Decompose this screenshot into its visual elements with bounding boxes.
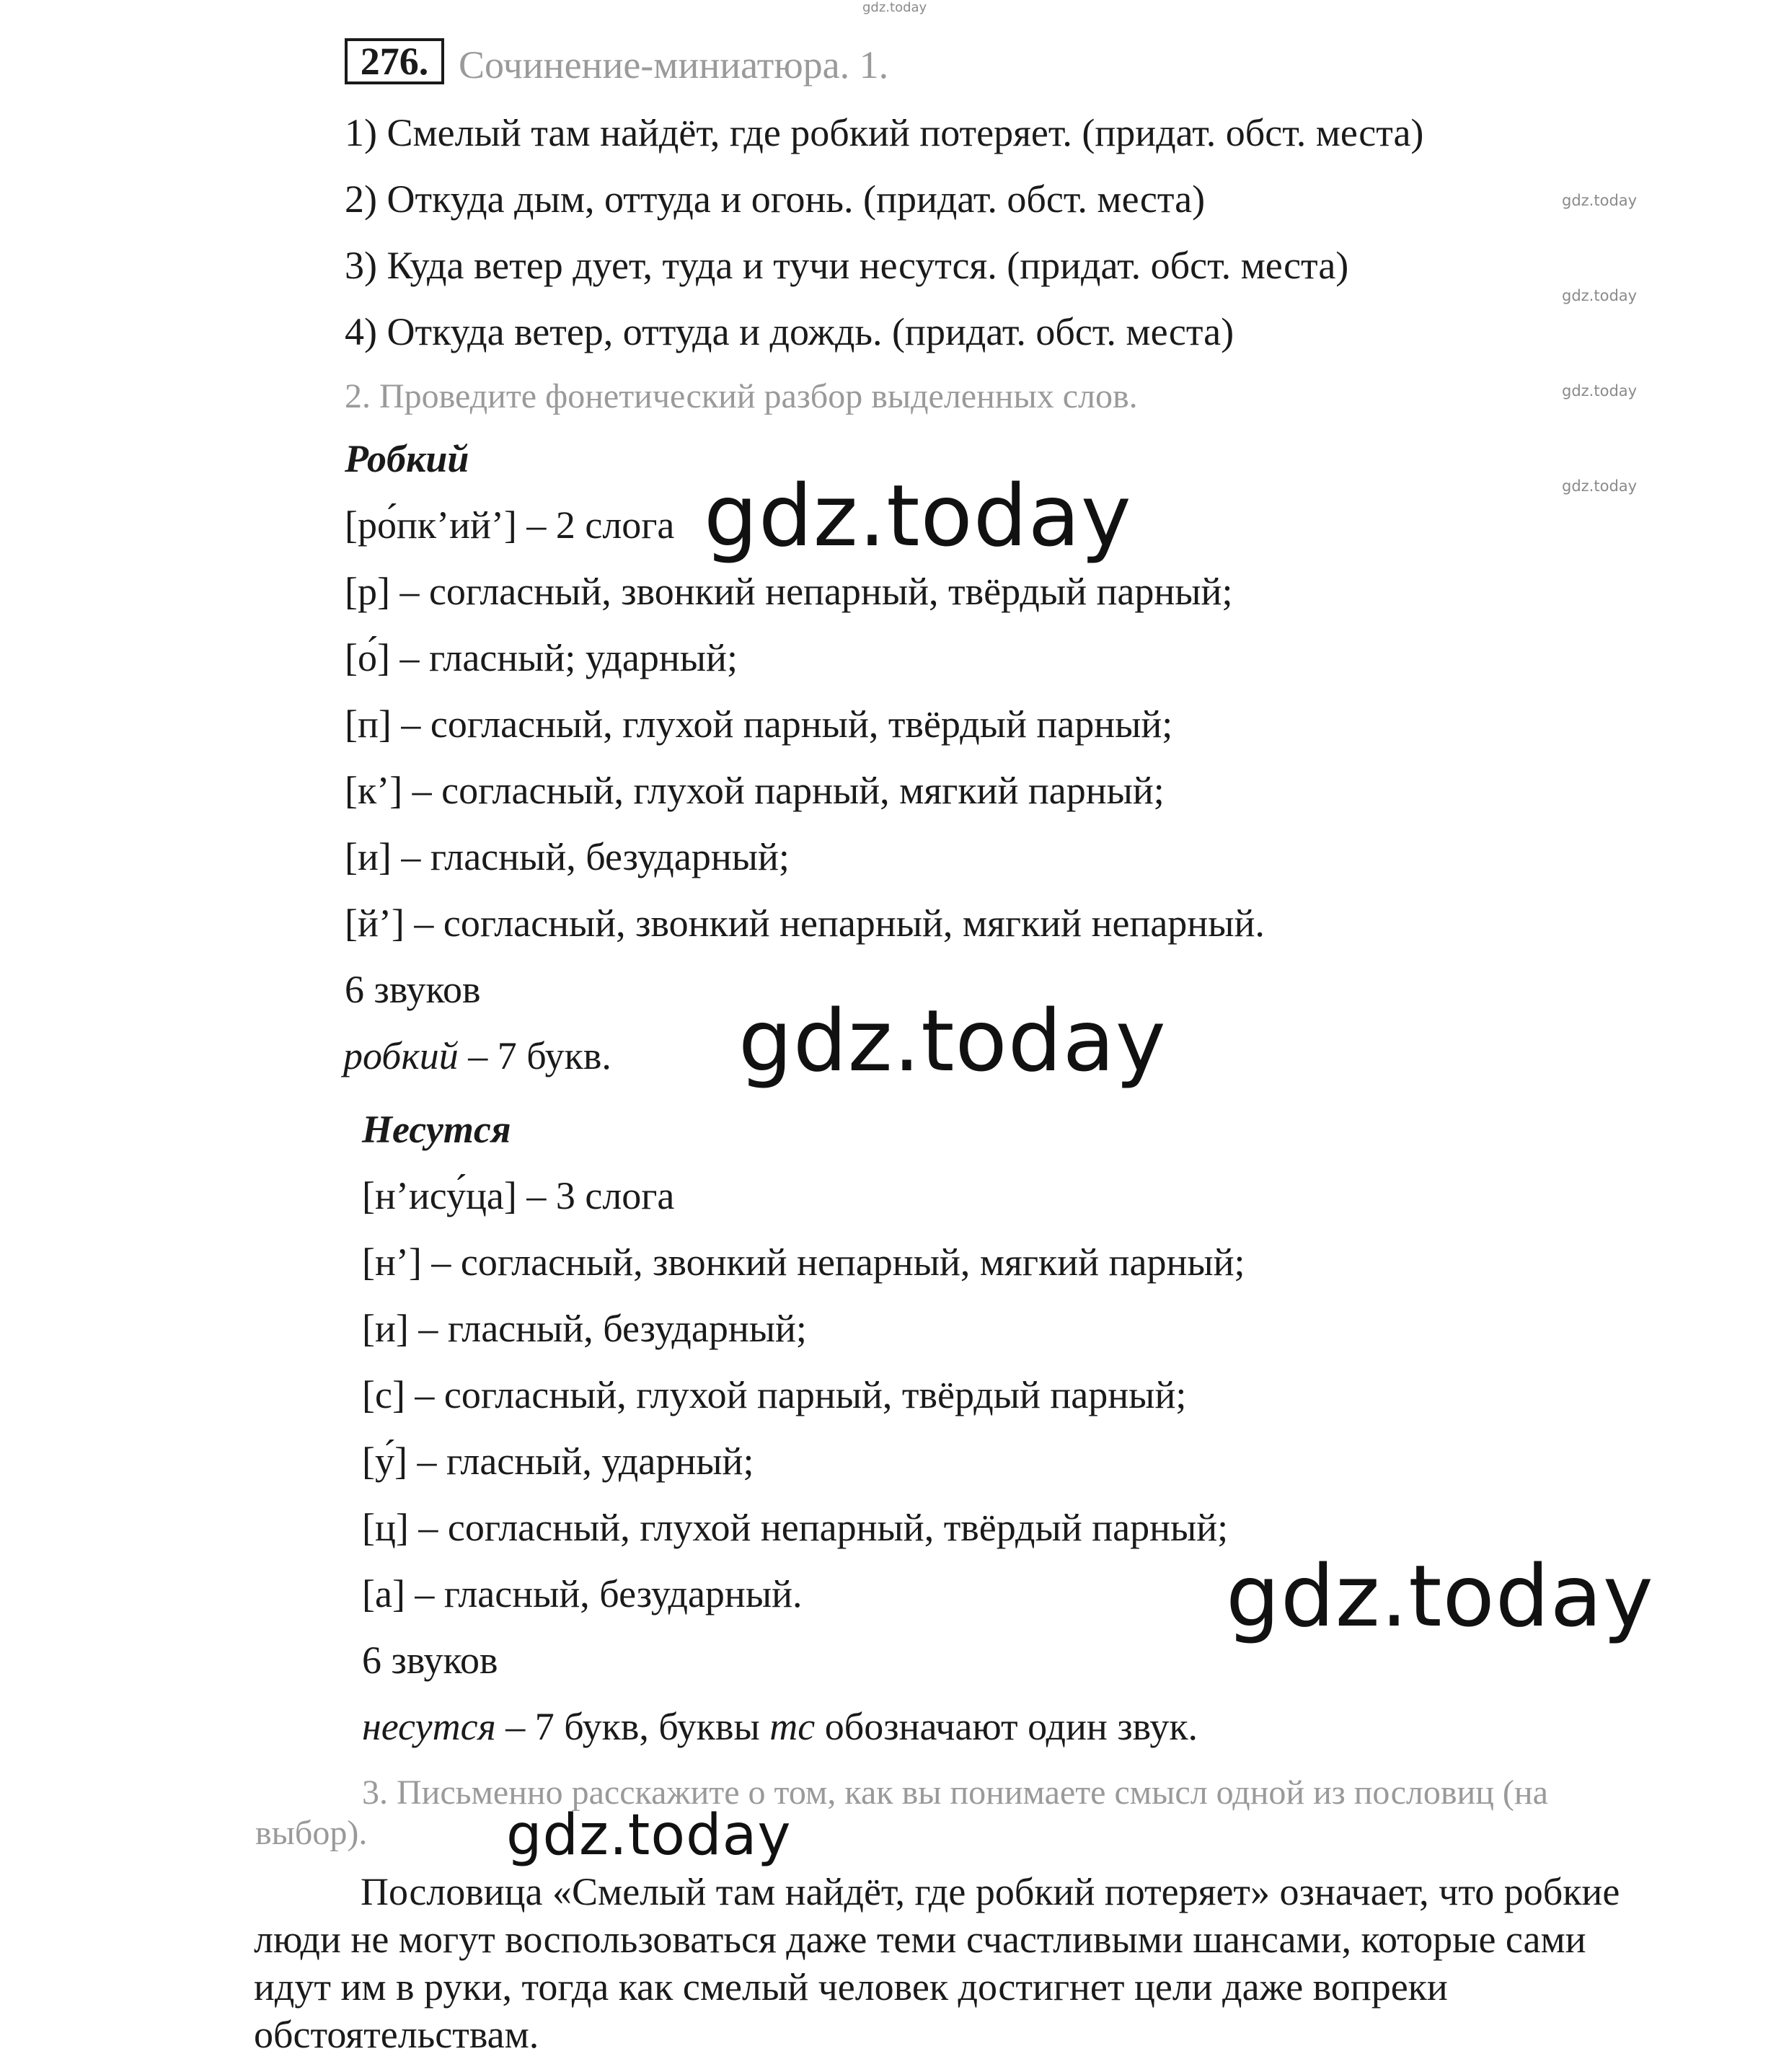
word1-letters-word: робкий [343, 1034, 459, 1077]
word1-heading: Робкий [345, 437, 469, 480]
task3-instruction-line1: 3. Письменно расскажите о том, как вы понимаете смысл одной из пословиц (на [362, 1773, 1548, 1812]
word1-sound: [о́] – гласный; ударный; [345, 636, 738, 679]
word2-sound: [а] – гласный, безударный. [362, 1572, 803, 1615]
word2-sound: [с] – согласный, глухой парный, твёрдый парный; [362, 1373, 1187, 1416]
word2-sound: [у́] – гласный, ударный; [362, 1440, 754, 1483]
big-watermark: gdz.today [506, 1803, 792, 1868]
big-watermark: gdz.today [1226, 1546, 1654, 1646]
sentence-3: 3) Куда ветер дует, туда и тучи несутся. (придат. обст. места) [345, 244, 1349, 287]
sentence-1: 1) Смелый там найдёт, где робкий потеряет. (придат. обст. места) [345, 111, 1424, 154]
task-title: Сочинение-миниатюра. 1. [459, 43, 889, 87]
big-watermark: gdz.today [738, 991, 1167, 1090]
side-watermark: gdz.today [1562, 192, 1638, 209]
word2-letters-word: несутся [362, 1705, 496, 1748]
side-watermark: gdz.today [1562, 287, 1638, 304]
word1-transcription: [ро́пк’ий’] – 2 слога [345, 503, 675, 547]
big-watermark: gdz.today [704, 466, 1132, 565]
word1-count: 6 звуков [345, 968, 481, 1011]
word1-sound: [р] – согласный, звонкий непарный, твёрдый парный; [345, 570, 1233, 613]
word1-letters-rest: – 7 букв. [458, 1034, 611, 1077]
word2-letters-pair: тс [769, 1705, 816, 1748]
word2-letters-end: обозначают один звук. [815, 1705, 1198, 1748]
word1-sound: [и] – гласный, безударный; [345, 835, 790, 878]
word2-letters [362, 1705, 1198, 1748]
word1-letters [343, 1034, 611, 1077]
word1-sound: [й’] – согласный, звонкий непарный, мягкий непарный. [345, 901, 1265, 945]
top-watermark: gdz.today [862, 0, 927, 15]
word1-sound: [к’] – согласный, глухой парный, мягкий парный; [345, 769, 1165, 812]
answer-paragraph: Пословица «Смелый там найдёт, где робкий потеряет» означает, что робкие люди не могут воспользоваться даже теми счастливыми шансами, которые сами идут им в руки, тогда как смелый человек достигнет цели даже вопреки обстоятельствам. [254, 1870, 1620, 2056]
word2-sound: [ц] – согласный, глухой непарный, твёрдый парный; [362, 1506, 1229, 1549]
task3-instruction-line2: выбор). [255, 1814, 368, 1852]
word2-sound: [и] – гласный, безударный; [362, 1307, 807, 1350]
word2-transcription: [н’ису́ца] – 3 слога [362, 1174, 675, 1217]
word2-heading: Несутся [362, 1108, 511, 1151]
sentence-4: 4) Откуда ветер, оттуда и дождь. (придат. обст. места) [345, 310, 1234, 353]
word1-sound: [п] – согласный, глухой парный, твёрдый парный; [345, 702, 1173, 746]
side-watermark: gdz.today [1562, 382, 1638, 400]
task2-instruction: 2. Проведите фонетический разбор выделенных слов. [345, 377, 1138, 415]
word2-letters-mid: – 7 букв, буквы [495, 1705, 770, 1748]
side-watermark: gdz.today [1562, 477, 1638, 495]
word2-count: 6 звуков [362, 1639, 498, 1682]
sentence-2: 2) Откуда дым, оттуда и огонь. (придат. обст. места) [345, 177, 1206, 221]
task-number: 276. [345, 38, 444, 84]
word2-sound: [н’] – согласный, звонкий непарный, мягкий парный; [362, 1240, 1245, 1284]
